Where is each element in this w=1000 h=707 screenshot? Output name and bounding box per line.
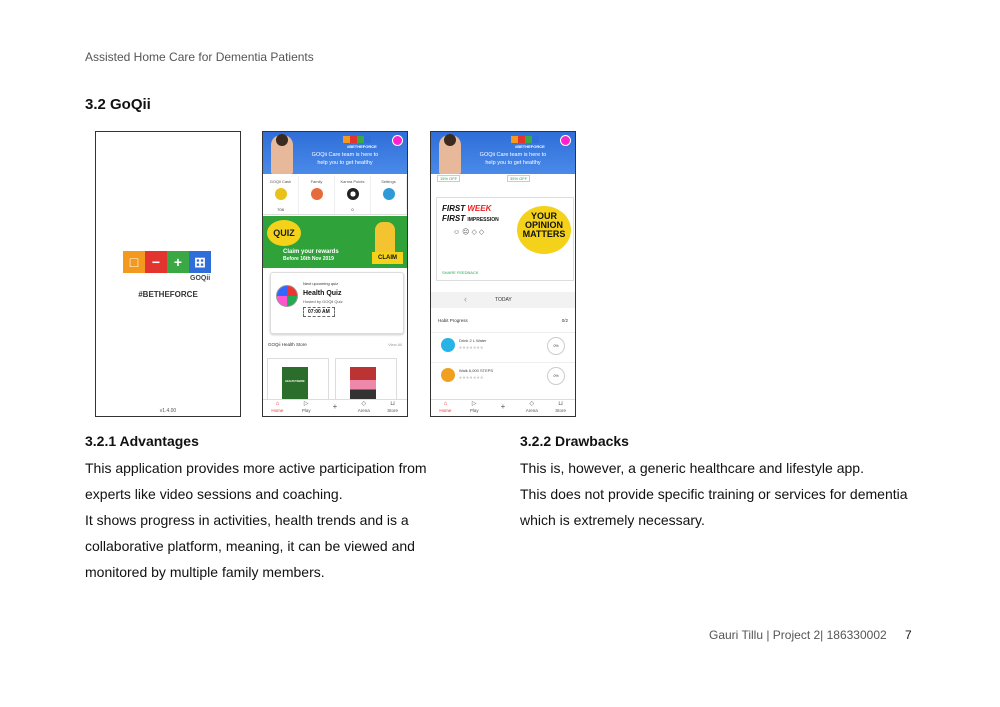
tab-bar — [431, 399, 575, 416]
offer-badge[interactable]: 15% OFF — [437, 175, 460, 182]
avatar[interactable] — [392, 135, 403, 146]
advantages-line: It shows progress in activities, health trends and is a — [85, 512, 409, 528]
tab-label: Store — [387, 408, 398, 413]
avatar[interactable] — [560, 135, 571, 146]
plus-icon: + — [500, 402, 506, 411]
plus-icon: + — [332, 402, 338, 411]
stat-label: GOQii Cash — [269, 179, 292, 184]
tab-label: Store — [555, 408, 566, 413]
home-screenshot — [262, 131, 408, 417]
arena-icon: ◇ — [529, 401, 535, 407]
care-banner — [431, 132, 575, 174]
care-banner — [263, 132, 407, 174]
habit-row[interactable] — [431, 332, 575, 359]
habit-dots: ●●●●●●● — [459, 375, 484, 381]
stat-goqii-cash[interactable] — [263, 176, 299, 214]
feedback-line-2 — [442, 214, 499, 223]
quiz-person-image — [375, 222, 395, 256]
tab-add[interactable] — [321, 400, 350, 416]
habit-row[interactable] — [431, 362, 575, 389]
app-version: v1.4.00 — [159, 408, 177, 414]
opinion-line: MATTERS — [522, 229, 566, 239]
drawbacks-line: which is extremely necessary. — [520, 512, 705, 528]
advantages-line: collaborative platform, meaning, it can be viewed and — [85, 538, 415, 554]
quiz-badge: QUIZ — [267, 220, 301, 246]
habit-header: Habit Progress — [438, 318, 468, 323]
week-word: WEEK — [467, 204, 492, 213]
play-icon: ▷ — [303, 401, 309, 407]
splash-brand: GOQii — [190, 275, 211, 282]
feedback-line-1 — [442, 204, 491, 213]
stat-row — [263, 176, 407, 215]
opinion-line: OPINION — [524, 220, 563, 230]
tab-label: Home — [439, 408, 452, 413]
share-feedback-link[interactable]: SHARE FEEDBACK — [442, 270, 479, 275]
section-title: 3.2 GoQii — [85, 96, 151, 113]
store-title: GOQii Health Store — [268, 342, 307, 347]
quiz-card-title: Health Quiz — [303, 290, 342, 297]
steps-icon — [441, 368, 455, 382]
offer-badge[interactable]: 35% OFF — [507, 175, 530, 182]
feedback-card[interactable] — [436, 197, 574, 281]
stat-karma[interactable] — [335, 176, 371, 214]
advantages-text — [85, 455, 505, 585]
home-icon: ⌂ — [443, 401, 448, 407]
splash-screenshot — [95, 131, 241, 417]
coach-head — [276, 134, 288, 146]
stat-label: Karma Points — [340, 179, 365, 184]
banner-tag: #BETHEFORCE — [515, 144, 545, 149]
today-label: TODAY — [495, 297, 512, 303]
stat-family[interactable] — [299, 176, 335, 214]
quiz-text — [283, 249, 339, 263]
cart-icon: ⊔ — [390, 401, 395, 407]
habit-name: Walk 6,000 STEPS — [459, 368, 494, 373]
offer-strip — [431, 174, 575, 182]
splash-tagline: #BETHEFORCE — [138, 290, 198, 299]
banner-line-2: help you to get healthy — [485, 160, 541, 166]
drawbacks-heading: 3.2.2 Drawbacks — [520, 433, 629, 449]
store-product[interactable] — [267, 358, 329, 404]
tab-add[interactable] — [489, 400, 518, 416]
stat-value: 0 — [351, 207, 354, 212]
goqii-logo-small — [343, 136, 371, 143]
coach-head — [444, 134, 456, 146]
habit-percent: 0% — [547, 367, 565, 385]
gear-icon — [383, 188, 395, 200]
arena-icon: ◇ — [361, 401, 367, 407]
page-number: 7 — [905, 628, 912, 642]
quiz-card-subtitle: Hosted by GOQii Quiz — [303, 299, 343, 304]
stat-label: Family — [310, 179, 323, 184]
yin-yang-icon — [347, 188, 359, 200]
store-product[interactable] — [335, 358, 397, 404]
tab-arena[interactable] — [349, 400, 378, 416]
stat-settings[interactable] — [371, 176, 407, 214]
tab-arena[interactable] — [517, 400, 546, 416]
play-icon: ▷ — [471, 401, 477, 407]
tab-label: Home — [271, 408, 284, 413]
home-icon: ⌂ — [275, 401, 280, 407]
opinion-badge — [517, 206, 571, 254]
banner-tag: #BETHEFORCE — [347, 144, 377, 149]
product-image — [350, 367, 376, 399]
chevron-left-icon[interactable]: ‹ — [464, 294, 467, 304]
progress-screenshot — [430, 131, 576, 417]
tab-bar — [263, 399, 407, 416]
drawbacks-line: This is, however, a generic healthcare and lifestyle app. — [520, 460, 864, 476]
drawbacks-line: This does not provide specific training or services for dementia — [520, 486, 908, 502]
coin-icon — [275, 188, 287, 200]
habit-count: 0/2 — [561, 318, 568, 323]
tab-play[interactable] — [292, 400, 321, 416]
tab-label: Arena — [357, 408, 370, 413]
footer-text: Gauri Tillu | Project 2| 186330002 — [709, 628, 887, 642]
tab-home[interactable] — [431, 400, 460, 416]
tab-store[interactable] — [546, 400, 575, 416]
goqii-logo-small — [511, 136, 539, 143]
stat-value: 708 — [277, 207, 284, 212]
banner-line-1: GOQii Care team is here to — [479, 152, 547, 158]
tab-store[interactable] — [378, 400, 407, 416]
goqii-logo: □ − + ⊞ — [123, 251, 211, 273]
quiz-line-1: Claim your rewards — [283, 249, 339, 255]
advantages-line: monitored by multiple family members. — [85, 564, 325, 580]
cart-icon: ⊔ — [558, 401, 563, 407]
quiz-banner[interactable] — [263, 216, 407, 268]
quiz-card-time: 07:00 AM — [303, 307, 335, 317]
habit-name: Drink 2 L Water — [459, 338, 487, 343]
habit-dots: ●●●●●●● — [459, 345, 484, 351]
product-label: HEALTHYDIABE — [285, 380, 305, 383]
product-image — [282, 367, 308, 399]
quiz-card-small: Next upcoming quiz — [303, 281, 339, 286]
stat-label: Settings — [381, 179, 396, 184]
opinion-line: YOUR — [530, 211, 557, 221]
family-icon — [311, 188, 323, 200]
water-icon — [441, 338, 455, 352]
quiz-icon — [276, 285, 298, 307]
tab-home[interactable] — [263, 400, 292, 416]
first-word-2: FIRST — [442, 214, 466, 223]
today-bar — [431, 292, 575, 308]
store-view-all[interactable]: View All — [388, 342, 402, 347]
quiz-card[interactable] — [270, 272, 404, 334]
banner-line-1: GOQii Care team is here to — [311, 152, 379, 158]
impression-word: IMPRESSION — [467, 217, 499, 223]
advantages-line: This application provides more active participation from — [85, 460, 427, 476]
habit-percent: 0% — [547, 337, 565, 355]
doc-header: Assisted Home Care for Dementia Patients — [85, 50, 314, 64]
quiz-line-2: Before 16th Nov 2019 — [283, 256, 334, 262]
tab-play[interactable] — [460, 400, 489, 416]
faces-icon: ☺☹◇◇ — [453, 229, 487, 236]
advantages-line: experts like video sessions and coaching. — [85, 486, 343, 502]
tab-label: Play — [469, 408, 479, 413]
banner-line-2: help you to get healthy — [317, 160, 373, 166]
drawbacks-text — [520, 455, 940, 533]
tab-label: Arena — [525, 408, 538, 413]
tab-label: Play — [301, 408, 311, 413]
advantages-heading: 3.2.1 Advantages — [85, 433, 199, 449]
claim-button[interactable]: CLAIM — [372, 252, 403, 264]
first-word: FIRST — [442, 204, 466, 213]
